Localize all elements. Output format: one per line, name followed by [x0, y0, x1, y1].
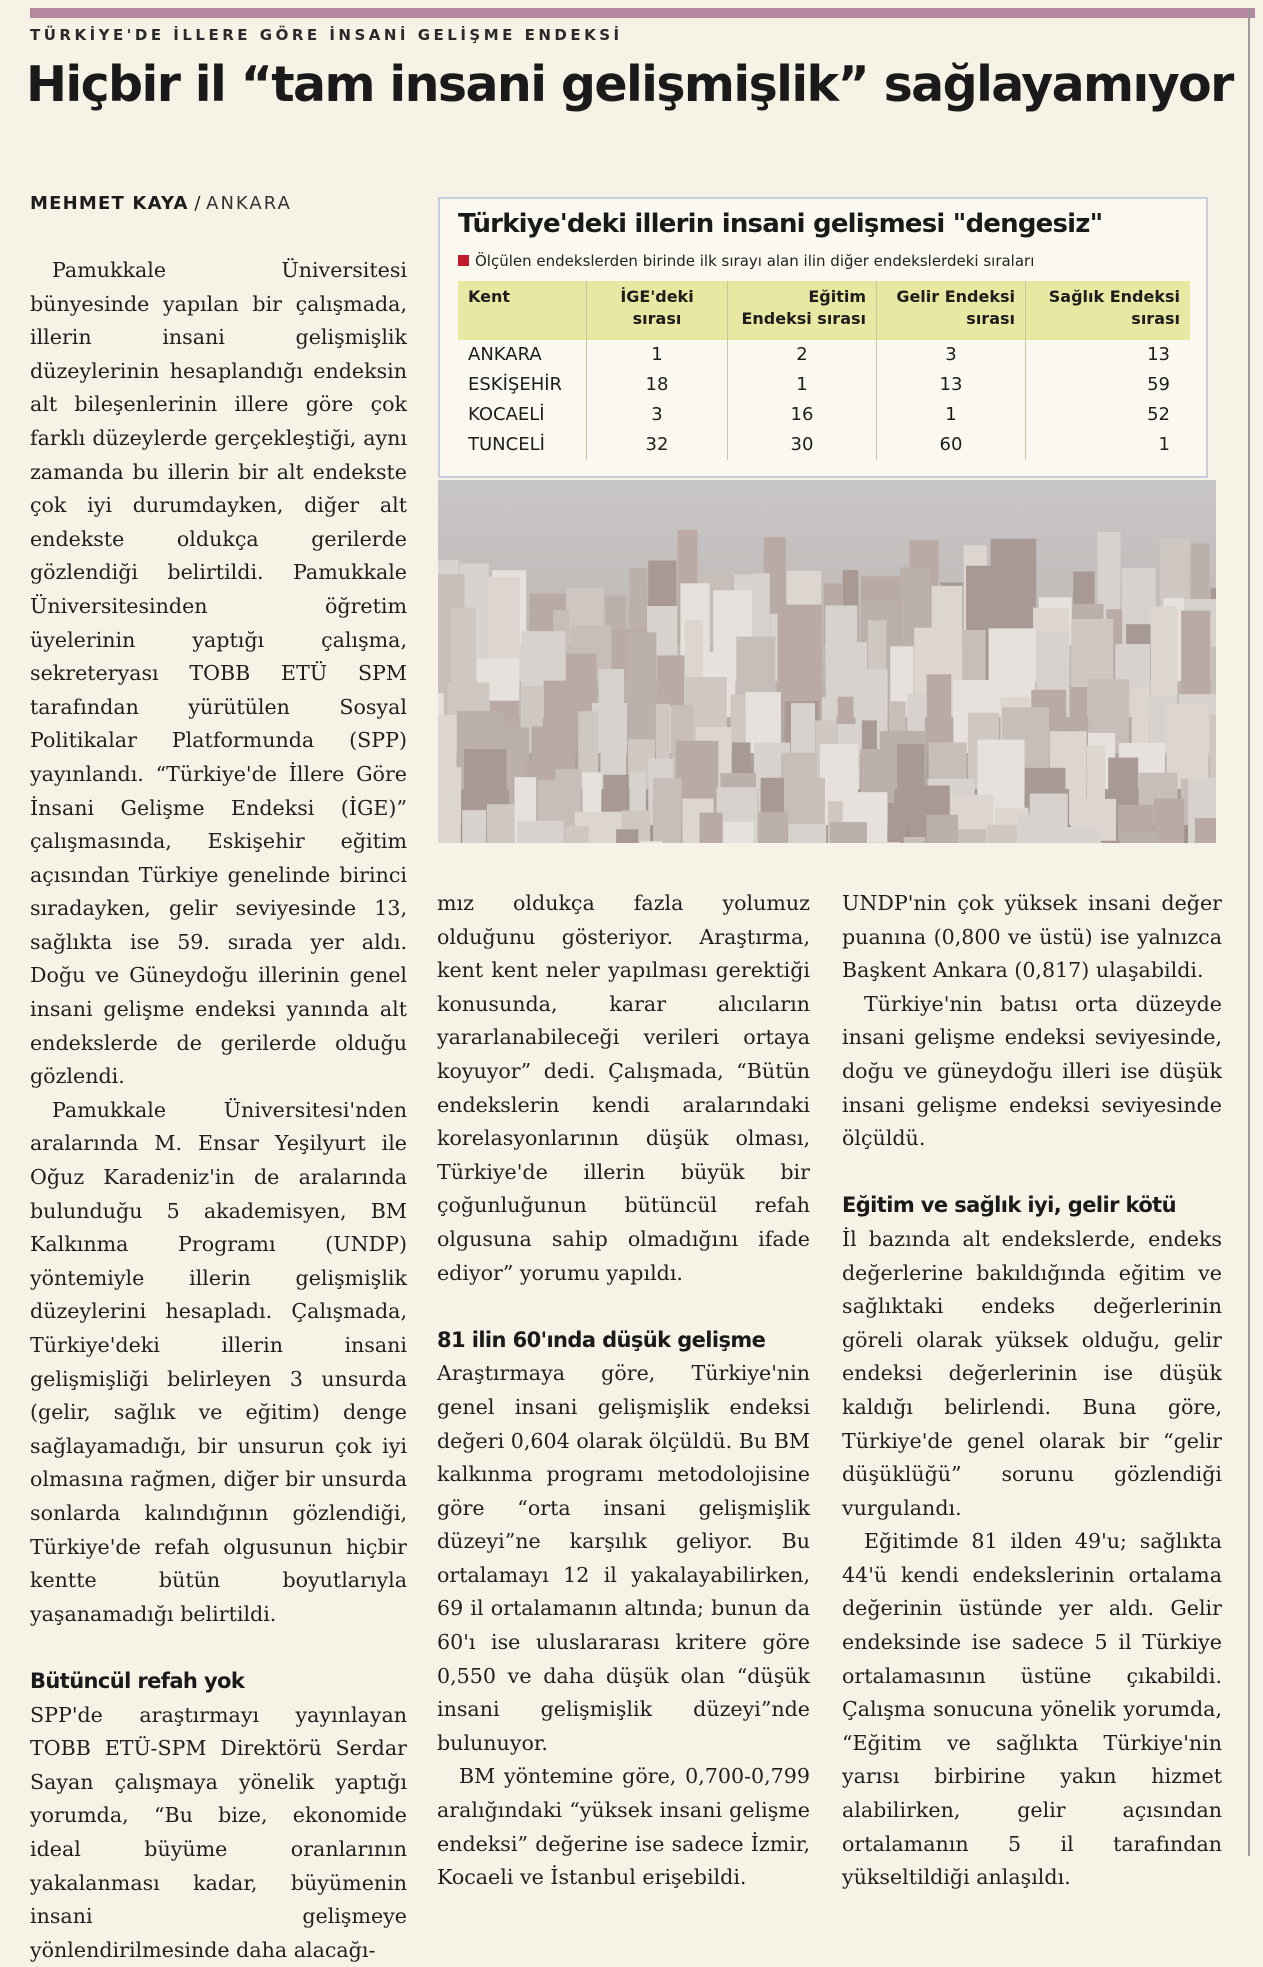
subheading: 81 ilin 60'ında düşük gelişme — [437, 1327, 766, 1352]
table-cell: 60 — [877, 430, 1026, 460]
table-cell: 59 — [1026, 370, 1191, 400]
table-row — [458, 430, 1190, 460]
paragraph: BM yöntemine göre, 0,700-0,799 aralığındaki “yüksek insani gelişme endeksi” değerine ise sadece İzmir, Kocaeli ve İstanbul erişebildi. — [437, 1764, 810, 1890]
table-cell: 3 — [587, 400, 728, 430]
table-header: Kent — [458, 281, 587, 340]
top-color-bar — [30, 8, 1255, 18]
article-column-2 — [437, 887, 810, 1895]
red-square-icon — [458, 255, 469, 266]
table-cell: 18 — [587, 370, 728, 400]
info-box-title: Türkiye'deki illerin insani gelişmesi "dengesiz" — [458, 209, 1103, 239]
byline-author: MEHMET KAYA — [30, 193, 189, 214]
table-cell: 3 — [877, 340, 1026, 370]
table-cell-city: ESKİŞEHİR — [468, 374, 563, 395]
table-cell-city: ANKARA — [468, 344, 542, 365]
table-cell: 1 — [587, 340, 728, 370]
byline-city: ANKARA — [206, 193, 292, 214]
kicker: TÜRKİYE'DE İLLERE GÖRE İNSANİ GELİŞME ENDEKSİ — [30, 26, 623, 44]
table-header: Sağlık Endeksi sırası — [1026, 281, 1191, 340]
table-cell: 52 — [1026, 400, 1191, 430]
subheading: Eğitim ve sağlık iyi, gelir kötü — [842, 1193, 1176, 1218]
table-row — [458, 340, 1190, 370]
byline-separator: / — [188, 193, 207, 214]
table-cell-city: KOCAELİ — [468, 404, 545, 425]
table-cell: 1 — [877, 400, 1026, 430]
table-cell: 1 — [1026, 430, 1191, 460]
table-header: İGE'deki sırası — [587, 281, 728, 340]
paragraph: SPP'de araştırmayı yayınlayan TOBB ETÜ-SPM Direktörü Serdar Sayan çalışmaya yönelik yaptığı yorumda, “Bu bize, ekonomide ideal büyüme oranlarının yakalanması kadar, büyümenin insani gelişmeye yönlendirilmesinde daha alacağı- — [30, 1702, 407, 1962]
table-cell-city: TUNCELİ — [468, 434, 545, 455]
table-cell: 32 — [587, 430, 728, 460]
paragraph: Türkiye'nin batısı orta düzeyde insani gelişme endeksi seviyesinde, doğu ve güneydoğu illeri ise düşük insani gelişme endeksi seviyesinde ölçüldü. — [842, 991, 1222, 1151]
table-header: Gelir Endeksi sırası — [877, 281, 1026, 340]
right-column-rule — [1248, 8, 1250, 1856]
table-row — [458, 400, 1190, 430]
headline: Hiçbir il “tam insani gelişmişlik” sağlayamıyor — [26, 56, 1233, 113]
info-box — [438, 197, 1208, 478]
article-column-1 — [30, 254, 407, 1967]
table-header: Eğitim Endeksi sırası — [728, 281, 877, 340]
table-cell: 16 — [728, 400, 877, 430]
paragraph: UNDP'nin çok yüksek insani değer puanına (0,800 ve üstü) ise yalnızca Başkent Ankara (0,817) ulaşabildi. — [842, 891, 1222, 983]
rank-table — [458, 281, 1190, 460]
paragraph: Araştırmaya göre, Türkiye'nin genel insani gelişmişlik endeksi değeri 0,604 olarak ölçüldü. Bu BM kalkınma programı metodolojisine göre “orta insani gelişmişlik düzeyi”ne karşılık geliyor. Bu ortalamayı 12 il yakalayabilirken, 69 il ortalamanın altında; bunun da 60'ı ise uluslararası kritere göre 0,550 ve daha düşük olan “düşük insani gelişmişlik düzeyi”nde bulunuyor. — [437, 1361, 810, 1755]
paragraph: Eğitimde 81 ilden 49'u; sağlıkta 44'ü kendi endekslerinin ortalama değerinin üstünde yer aldı. Gelir endeksinde ise sadece 5 il Türkiye ortalamasının üstüne çıkabildi. Çalışma sonucuna yönelik yorumda, “Eğitim ve sağlıkta Türkiye'nin yarısı birbirine yakın hizmet alabilirken, gelir açısından ortalamanın 5 il tarafından yükseltildiği anlaşıldı. — [842, 1529, 1222, 1890]
table-cell: 13 — [1026, 340, 1191, 370]
city-panorama-photo — [438, 480, 1216, 843]
paragraph: İl bazında alt endekslerde, endeks değerlerine bakıldığında eğitim ve sağlıktaki endeks değerlerinin göreli olarak yüksek olduğu, gelir endeksi değerlerinin ise düşük kaldığı belirlendi. Buna göre, Türkiye'de genel olarak bir “gelir düşüklüğü” sorunu gözlendiği vurgulandı. — [842, 1226, 1222, 1520]
table-cell: 1 — [728, 370, 877, 400]
paragraph: mız oldukça fazla yolumuz olduğunu gösteriyor. Araştırma, kent kent neler yapılması gerektiği konusunda, karar alıcıların yararlanabileceği verileri ortaya koyuyor” dedi. Çalışmada, “Bütün endekslerin kendi aralarındaki korelasyonlarının düşük olması, Türkiye'de illerin büyük bir çoğunluğunun bütüncül refah olgusuna sahip olmadığını ifade ediyor” yorumu yapıldı. — [437, 891, 810, 1285]
table-cell: 13 — [877, 370, 1026, 400]
paragraph: Pamukkale Üniversitesi bünyesinde yapılan bir çalışmada, illerin insani gelişmişlik düzeylerinin hesaplandığı endeksin alt bileşenlerinin illere göre çok farklı düzeylerde gerçekleştiği, aynı zamanda bu illerin bir alt endekste çok iyi durumdayken, diğer alt endekste oldukça gerilerde gözlendiği belirtildi. Pamukkale Üniversitesinden öğretim üyelerinin yaptığı çalışma, sekreteryası TOBB ETÜ SPM tarafından yürütülen Sosyal Politikalar Platformunda (SPP) yayınlandı. “Türkiye'de İllere Göre İnsani Gelişme Endeksi (İGE)” çalışmasında, Eskişehir eğitim açısından Türkiye genelinde birinci sıradayken, gelir seviyesinde 13, sağlıkta ise 59. sırada yer aldı. Doğu ve Güneydoğu illerinin genel insani gelişme endeksi yanında alt endekslerde de gerilerde olduğu gözlendi. — [30, 258, 407, 1089]
byline — [30, 193, 292, 214]
table-row — [458, 370, 1190, 400]
table-cell: 30 — [728, 430, 877, 460]
subheading: Bütüncül refah yok — [30, 1668, 245, 1693]
info-box-subtitle: Ölçülen endekslerden birinde ilk sırayı alan ilin diğer endekslerdeki sıraları — [458, 252, 1034, 270]
table-cell: 2 — [728, 340, 877, 370]
article-column-3 — [842, 887, 1222, 1895]
paragraph: Pamukkale Üniversitesi'nden aralarında M. Ensar Yeşilyurt ile Oğuz Karadeniz'in de aralarında bulunduğu 5 akademisyen, BM Kalkınma Programı (UNDP) yöntemiyle illerin gelişmişlik düzeylerini hesapladı. Çalışmada, Türkiye'deki illerin insani gelişmişliği belirleyen 3 unsurda (gelir, sağlık ve eğitim) denge sağlayamadığı, bir unsurun çok iyi olmasına rağmen, diğer bir unsurda sonlarda kalındığının gözlendiği, Türkiye'de refah olgusunun hiçbir kentte bütün boyutlarıyla yaşanamadığı belirtildi. — [30, 1097, 407, 1626]
